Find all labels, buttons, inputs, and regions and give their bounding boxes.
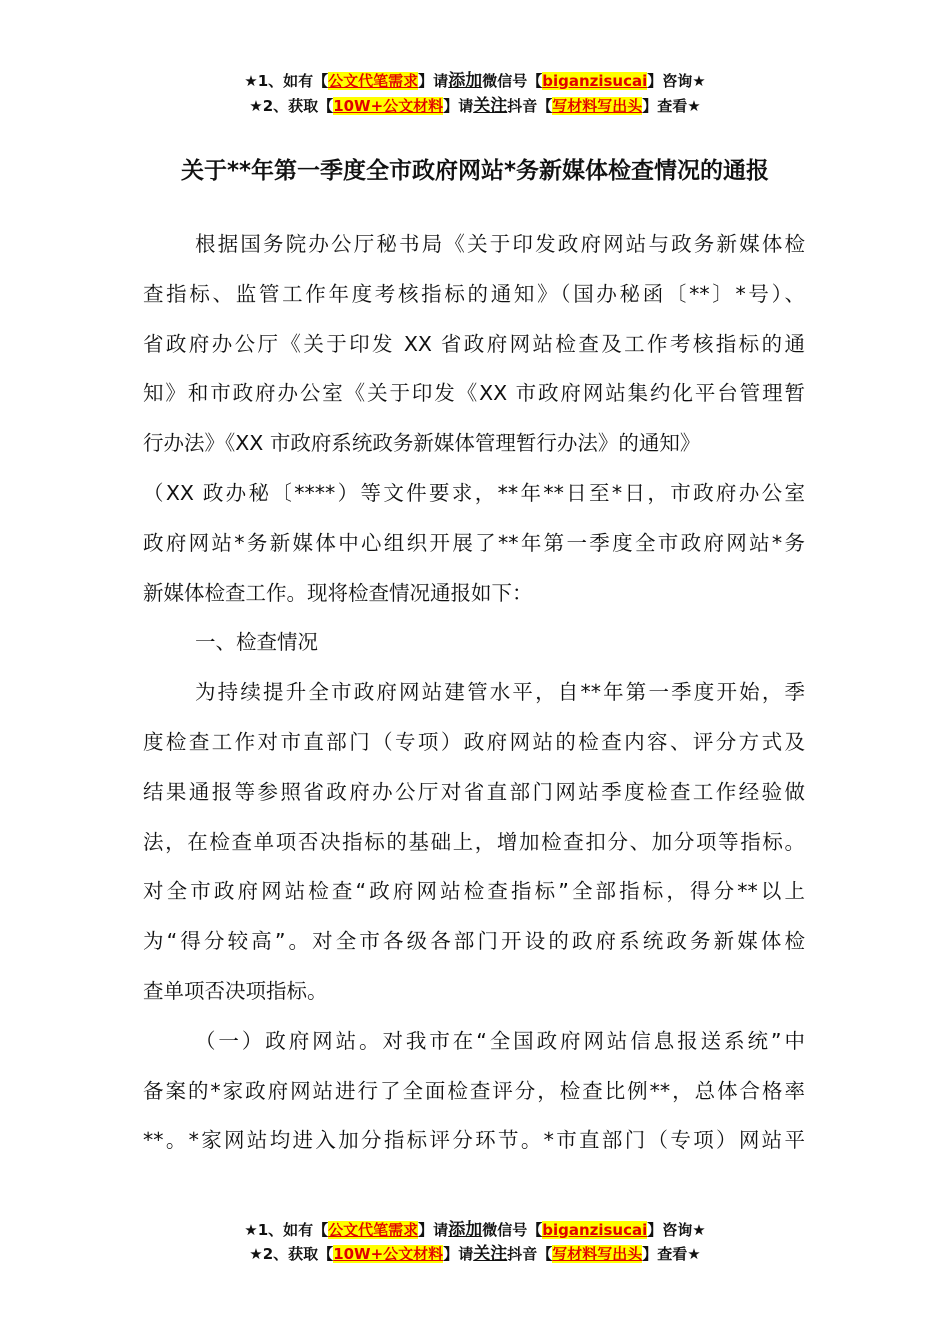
banner-text: ★1、如有【 bbox=[244, 72, 329, 90]
banner-text: 】请 bbox=[443, 97, 474, 115]
banner-highlight: 写材料写出头 bbox=[552, 97, 643, 115]
banner-highlight: biganzisucai bbox=[542, 1221, 648, 1239]
banner-highlight: 公文代笔需求 bbox=[328, 1221, 419, 1239]
text-line: 法，在检查单项否决指标的基础上，增加检查扣分、加分项等指标。 bbox=[143, 829, 805, 854]
banner-emphasis: 关注 bbox=[473, 96, 508, 116]
banner-emphasis: 添加 bbox=[448, 1220, 483, 1240]
banner-highlight: 写材料写出头 bbox=[552, 1245, 643, 1263]
text-line: （XX 政办秘〔****）等文件要求，**年**日至*日，市政府办公室 bbox=[143, 480, 805, 505]
promo-banner-top-line1 bbox=[0, 69, 950, 93]
text-line: 备案的*家政府网站进行了全面检查评分，检查比例**，总体合格率 bbox=[143, 1078, 805, 1103]
text-line: （一）政府网站。对我市在“全国政府网站信息报送系统”中 bbox=[195, 1028, 805, 1053]
banner-emphasis: 添加 bbox=[448, 71, 483, 91]
text-line: **。*家网站均进入加分指标评分环节。*市直部门（专项）网站平 bbox=[143, 1128, 805, 1153]
banner-text: 】查看★ bbox=[642, 1245, 701, 1263]
banner-text: 微信号【 bbox=[482, 1221, 543, 1239]
banner-text: ★2、获取【 bbox=[249, 97, 334, 115]
text-line: 查指标、监管工作年度考核指标的通知》（国办秘函〔**〕*号）、 bbox=[143, 281, 805, 306]
banner-text: 】请 bbox=[418, 72, 449, 90]
promo-banner-bottom-line2 bbox=[0, 1242, 950, 1266]
banner-text: ★1、如有【 bbox=[244, 1221, 329, 1239]
text-line: 行办法》《XX 市政府系统政务新媒体管理暂行办法》的通知》 bbox=[143, 431, 701, 456]
text-line: 知》和市政府办公室《关于印发《XX 市政府网站集约化平台管理暂 bbox=[143, 381, 805, 406]
banner-highlight: biganzisucai bbox=[542, 72, 648, 90]
banner-text: 】请 bbox=[418, 1221, 449, 1239]
text-line: 根据国务院办公厅秘书局《关于印发政府网站与政务新媒体检 bbox=[195, 232, 805, 256]
banner-text: 抖音【 bbox=[507, 1245, 553, 1263]
promo-banner-bottom-line1 bbox=[0, 1218, 950, 1242]
text-line: 查单项否决项指标。 bbox=[143, 978, 328, 1003]
document-title: 关于**年第一季度全市政府网站*务新媒体检查情况的通报 bbox=[180, 158, 770, 184]
banner-text: 】咨询★ bbox=[647, 72, 706, 90]
banner-text: 微信号【 bbox=[482, 72, 543, 90]
text-line: 度检查工作对市直部门（专项）政府网站的检查内容、评分方式及 bbox=[143, 729, 805, 754]
banner-highlight: 10W+公文材料 bbox=[333, 1245, 444, 1263]
banner-highlight: 公文代笔需求 bbox=[328, 72, 419, 90]
promo-banner-top-line2 bbox=[0, 94, 950, 118]
banner-text: ★2、获取【 bbox=[249, 1245, 334, 1263]
banner-text: 】咨询★ bbox=[647, 1221, 706, 1239]
section-heading: 一、检查情况 bbox=[195, 630, 318, 655]
document-body bbox=[143, 220, 805, 1166]
banner-emphasis: 关注 bbox=[473, 1244, 508, 1264]
text-line: 政府网站*务新媒体中心组织开展了**年第一季度全市政府网站*务 bbox=[143, 530, 805, 555]
text-line: 新媒体检查工作。现将检查情况通报如下： bbox=[143, 580, 533, 605]
banner-highlight: 10W+公文材料 bbox=[333, 97, 444, 115]
text-line: 为持续提升全市政府网站建管水平，自**年第一季度开始，季 bbox=[195, 680, 805, 705]
text-line: 为“得分较高”。对全市各级各部门开设的政府系统政务新媒体检 bbox=[143, 929, 805, 954]
banner-text: 】请 bbox=[443, 1245, 474, 1263]
text-line: 省政府办公厅《关于印发 XX 省政府网站检查及工作考核指标的通 bbox=[143, 331, 805, 356]
text-line: 对全市政府网站检查“政府网站检查指标”全部指标，得分**以上 bbox=[143, 879, 805, 904]
banner-text: 】查看★ bbox=[642, 97, 701, 115]
banner-text: 抖音【 bbox=[507, 97, 553, 115]
text-line: 结果通报等参照省政府办公厅对省直部门网站季度检查工作经验做 bbox=[143, 779, 805, 804]
